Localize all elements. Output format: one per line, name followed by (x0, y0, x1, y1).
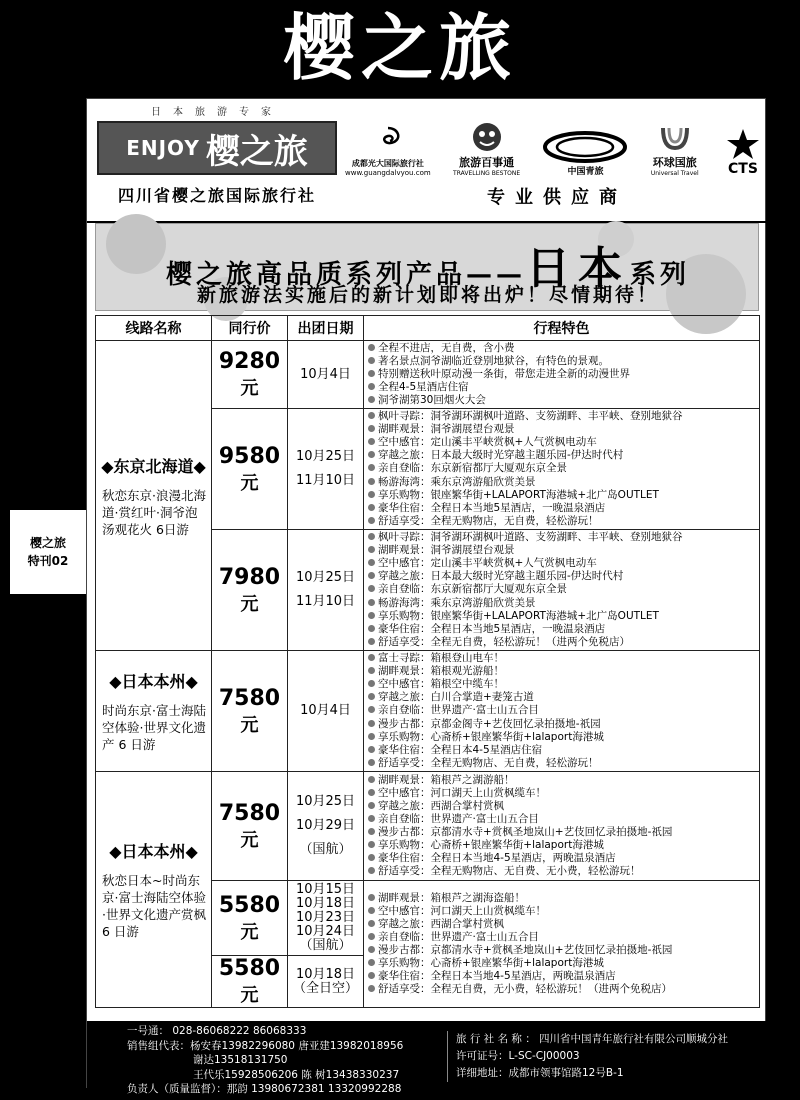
partner-cts-name: CTS (728, 161, 758, 177)
feature-item: 枫叶寻踪：洞爷湖环湖枫叶道路、支笏湖畔、丰平峡、登别地狱谷 (364, 531, 759, 544)
feature-item: 豪华住宿：全程日本当地5星酒店，一晚温泉酒店 (364, 623, 759, 636)
feature-item: 漫步古都：京都清水寺+赏枫圣地岚山+艺伎回忆录拍摄地-祇园 (364, 944, 759, 957)
partner-cyts (542, 130, 628, 177)
banner-headline-suffix: 系列 (630, 260, 691, 290)
route-cell (96, 651, 212, 772)
side-tab-line2: 特刊02 (27, 554, 69, 568)
footer-sales1: 销售组代表：杨安春13982296080 唐亚建13982018956 (127, 1039, 404, 1052)
feature-item: 豪华住宿：全程日本当地5星酒店，一晚温泉酒店 (364, 502, 759, 515)
feature-item: 湖畔观景：箱根芦之湖游船！ (364, 774, 759, 787)
main-title-area (0, 0, 800, 96)
feature-item: 舒适享受：全程无购物店、无自费，轻松游玩！ (364, 757, 759, 770)
star-icon (721, 127, 765, 161)
feature-item: 享乐购物：心斋桥+银座繁华街+lalaport海港城 (364, 839, 759, 852)
banner-subline: 新旅游法实施后的新计划即将出炉！尽情期待！ (196, 284, 659, 306)
feature-item: 空中感官：箱根空中缆车！ (364, 678, 759, 691)
footer (87, 1021, 767, 1095)
feature-item: 亲自登临：世界遗产·富士山五合目 (364, 931, 759, 944)
brand-logo-en: ENJOY (126, 136, 200, 160)
side-tab-line1: 樱之旅 (29, 536, 66, 550)
table-row (96, 341, 760, 409)
date-cell (288, 772, 364, 881)
date-item: 10月15日 (295, 882, 356, 897)
face-icon (465, 120, 509, 154)
price-value: 7580 (218, 800, 281, 826)
price-cell (212, 881, 288, 956)
date-item: 10月24日 (295, 924, 356, 939)
feature-list (364, 892, 759, 997)
feature-item: 享乐购物：银座繁华街+LALAPORT海港城+北广岛OUTLET (364, 610, 759, 623)
feature-list (364, 531, 759, 649)
price-value: 9280 (218, 349, 281, 374)
route-desc: 秋恋日本~时尚东京·富士海陆空体验·世界文化遗产赏枫 6 日游 (102, 873, 206, 939)
feature-item: 漫步古都：京都金阁寺+艺伎回忆录拍摄地-祇园 (364, 718, 759, 731)
feature-item: 豪华住宿：全程日本当地4-5星酒店，两晚温泉酒店 (364, 852, 759, 865)
feature-item: 著名景点洞爷湖临近登别地狱谷，有特色的景观。 (364, 355, 759, 368)
feature-list (364, 342, 759, 407)
feature-item: 穿越之旅：日本最大级时光穿越主题乐园-伊达时代村 (364, 570, 759, 583)
partner-huanqiu (651, 120, 699, 177)
partner-baishitong-sub: TRAVELLING BESTONE (453, 170, 521, 177)
date-item: 11月10日 (295, 594, 356, 609)
ring-icon (542, 130, 628, 164)
header-price: 同行价 (212, 316, 288, 341)
route-name: ◆日本本州◆ (109, 672, 198, 691)
feature-item: 舒适享受：全程无购物店、无自费、无小费，轻松游玩！ (364, 865, 759, 878)
price-value: 7580 (218, 685, 281, 711)
feature-item: 枫叶寻踪：洞爷湖环湖枫叶道路、支笏湖畔、丰平峡、登别地狱谷 (364, 410, 759, 423)
partner-guangda-url: www.guangdalvyou.com (345, 169, 431, 177)
partner-baishitong (453, 120, 520, 177)
feature-cell (364, 409, 760, 530)
footer-agency-info (447, 1031, 776, 1082)
feature-item: 空中感官：河口湖天上山赏枫缆车！ (364, 905, 759, 918)
feature-item: 湖畔观景：箱根观光游船！ (364, 665, 759, 678)
partner-cts (721, 127, 765, 177)
feature-item: 享乐购物：银座繁华街+LALAPORT海港城+北广岛OUTLET (364, 489, 759, 502)
price-unit: 元 (240, 714, 259, 736)
feature-cell (364, 651, 760, 772)
feature-item: 畅游海湾：乘东京湾游船欣赏美景 (364, 476, 759, 489)
date-item: 10月4日 (300, 703, 351, 718)
feature-item: 富士寻踪：箱根登山电车！ (364, 652, 759, 665)
date-cell (288, 956, 364, 1008)
price-value: 9580 (218, 443, 281, 469)
feature-cell (364, 881, 760, 1008)
route-name: ◆日本本州◆ (109, 842, 198, 861)
feature-item: 空中感官：河口湖天上山赏枫缆车！ (364, 787, 759, 800)
feature-list (364, 410, 759, 528)
agency-name: 四川省樱之旅国际旅行社 (117, 186, 316, 205)
date-cell (288, 341, 364, 409)
footer-sales2: 谢达13518131750 (193, 1054, 288, 1066)
date-item: 11月10日 (295, 473, 356, 488)
price-cell (212, 409, 288, 530)
feature-item: 全程4-5星酒店住宿 (364, 381, 759, 394)
feature-item: 穿越之旅：西湖合掌村赏枫 (364, 800, 759, 813)
feature-item: 亲自登临：东京新宿都厅大厦观东京全景 (364, 583, 759, 596)
main-title: 樱之旅 (282, 6, 517, 90)
header-feature: 行程特色 (364, 316, 760, 341)
footer-contacts (127, 1024, 427, 1097)
table-header-row (96, 316, 760, 341)
header (87, 99, 767, 223)
feature-item: 豪华住宿：全程日本4-5星酒店住宿 (364, 744, 759, 757)
date-item: 10月18日 (295, 896, 356, 911)
date-item: 10月25日 (295, 794, 356, 809)
partner-baishitong-name: 旅游百事通 (459, 156, 515, 169)
price-cell (212, 956, 288, 1008)
partner-guangda (345, 124, 431, 177)
feature-item: 洞爷湖第30回烟火大会 (364, 394, 759, 407)
banner-headline-prefix: 樱之旅高品质系列产品—— (165, 260, 526, 290)
feature-item: 舒适享受：全程无自费，无小费，轻松游玩！（进两个免税店） (364, 983, 759, 996)
date-item: 10月4日 (300, 366, 351, 382)
feature-item: 湖畔观景：箱根芦之湖海盗船！ (364, 892, 759, 905)
price-unit: 元 (240, 593, 259, 615)
feature-item: 舒适享受：全程无购物店，无自费，轻松游玩！ (364, 515, 759, 528)
partner-huanqiu-sub: Universal Travel (650, 170, 699, 177)
price-cell (212, 341, 288, 409)
date-cell (288, 651, 364, 772)
date-cell (288, 530, 364, 651)
feature-item: 穿越之旅：日本最大级时光穿越主题乐园-伊达时代村 (364, 449, 759, 462)
date-cell (288, 881, 364, 956)
footer-sales3: 王代乐15928506206 陈 树13438330237 (193, 1068, 400, 1081)
date-cell (288, 409, 364, 530)
swirl-icon (366, 124, 410, 158)
feature-item: 湖畔观景：洞爷湖展望台观景 (364, 423, 759, 436)
brand-tagline: 日本旅游专家 (151, 107, 283, 118)
price-cell (212, 530, 288, 651)
route-desc: 时尚东京·富士海陆空体验·世界文化遗产 6 日游 (102, 703, 206, 752)
footer-license: 许可证号：L-SC-CJ00003 (456, 1050, 580, 1062)
brand-logo (97, 121, 337, 175)
itinerary-table (95, 315, 760, 1008)
feature-item: 亲自登临：东京新宿都厅大厦观东京全景 (364, 462, 759, 475)
feature-item: 亲自登临：世界遗产·富士山五合目 (364, 813, 759, 826)
feature-item: 畅游海湾：乘东京湾游船欣赏美景 (364, 597, 759, 610)
partner-cyts-name: 中国青旅 (567, 167, 604, 177)
route-cell (96, 772, 212, 1008)
feature-item: 享乐购物：心斋桥+银座繁华街+lalaport海港城 (364, 731, 759, 744)
price-unit: 元 (240, 472, 259, 494)
feature-item: 漫步古都：京都清水寺+赏枫圣地岚山+艺伎回忆录拍摄地-祇园 (364, 826, 759, 839)
feature-item: 穿越之旅：白川合掌造+妻笼古道 (364, 691, 759, 704)
date-item: 10月18日 (295, 966, 356, 982)
brand-logo-jp: 樱之旅 (205, 131, 308, 172)
price-unit: 元 (240, 985, 259, 1006)
feature-item: 穿越之旅：西湖合掌村赏枫 (364, 918, 759, 931)
price-unit: 元 (240, 829, 259, 851)
table-row (96, 772, 760, 881)
route-desc: 秋恋东京·浪漫北海道·赏红叶·洞爷泡汤观花火 6日游 (102, 487, 206, 537)
footer-address: 详细地址：成都市领事馆路12号B-1 (456, 1067, 624, 1079)
feature-item: 湖畔观景：洞爷湖展望台观景 (364, 544, 759, 557)
feature-item: 豪华住宿：全程日本当地4-5星酒店，两晚温泉酒店 (364, 970, 759, 983)
feature-item: 空中感官：定山溪丰平峡赏枫+人气赏枫电动车 (364, 557, 759, 570)
feature-item: 亲自登临：世界遗产·富士山五合目 (364, 704, 759, 717)
date-item: 10月23日 (295, 910, 356, 925)
date-item: 10月29日 (295, 818, 356, 833)
partner-huanqiu-name: 环球国旅 (652, 156, 697, 169)
banner-headline-big: 日本 (526, 243, 630, 294)
feature-list (364, 652, 759, 770)
date-item: 10月25日 (295, 449, 356, 464)
date-item: 10月25日 (295, 570, 356, 585)
footer-hotline: 一号通： 028-86068222 86068333 (127, 1025, 307, 1037)
partner-guangda-name: 成都光大国际旅行社 (351, 159, 424, 168)
partner-logos (345, 119, 765, 177)
brand-box (97, 105, 337, 209)
price-cell (212, 772, 288, 881)
feature-item: 舒适享受：全程无自费，轻松游玩！（进两个免税店） (364, 636, 759, 649)
footer-manager: 负责人（质量监督）：那韵 13980672381 13320992288 (127, 1083, 402, 1095)
date-item: （国航） (299, 842, 352, 857)
price-cell (212, 651, 288, 772)
route-name: ◆东京北海道◆ (101, 456, 206, 476)
price-unit: 元 (240, 921, 259, 943)
feature-cell (364, 530, 760, 651)
supplier-label: 专业供应商 (487, 187, 627, 208)
header-date: 出团日期 (288, 316, 364, 341)
price-value: 7980 (218, 564, 281, 590)
feature-item: 空中感官：定山溪丰平峡赏枫+人气赏枫电动车 (364, 436, 759, 449)
price-value: 5580 (218, 892, 281, 918)
feature-item: 享乐购物：心斋桥+银座繁华街+lalaport海港城 (364, 957, 759, 970)
date-item: （全日空） (292, 980, 358, 996)
price-value: 5580 (218, 956, 281, 981)
wave-icon (653, 120, 697, 154)
price-unit: 元 (240, 378, 259, 399)
promo-banner (95, 223, 759, 311)
side-tab (8, 508, 88, 596)
feature-list (364, 774, 759, 879)
header-route: 线路名称 (96, 316, 212, 341)
route-cell (96, 341, 212, 651)
feature-item: 全程不进店，无自费，含小费 (364, 342, 759, 355)
table-row (96, 651, 760, 772)
feature-cell (364, 772, 760, 881)
feature-cell (364, 341, 760, 409)
flyer-page (86, 98, 766, 1095)
date-item: （国航） (299, 938, 352, 953)
feature-item: 特别赠送秋叶原动漫一条街，带您走进全新的动漫世界 (364, 368, 759, 381)
footer-agency: 旅 行 社 名 称 ： 四川省中国青年旅行社有限公司顺城分社 (456, 1033, 729, 1045)
